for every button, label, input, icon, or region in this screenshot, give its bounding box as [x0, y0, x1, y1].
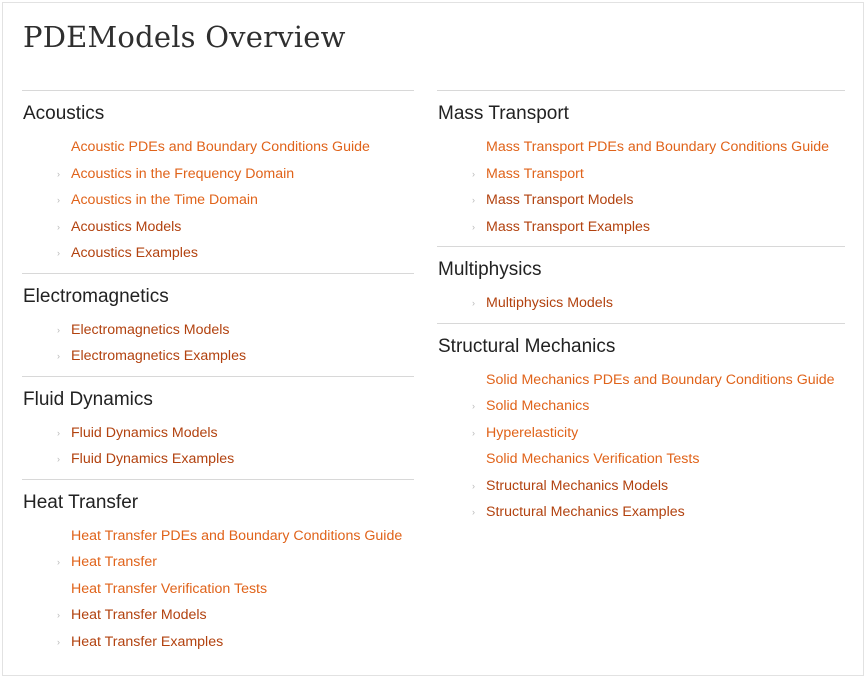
section-fluid-dynamics — [22, 376, 414, 479]
chevron-right-icon: › — [57, 610, 60, 620]
chevron-right-icon: › — [472, 221, 475, 232]
link-structural-mechanics-examples[interactable]: Structural Mechanics Examples — [486, 504, 685, 520]
section-title: Electromagnetics — [23, 285, 169, 307]
section-electromagnetics — [22, 273, 414, 376]
link-mass-transport-models[interactable]: Mass Transport Models — [486, 192, 634, 208]
chevron-right-icon: › — [57, 195, 60, 205]
list-item — [57, 317, 414, 344]
link-list — [22, 317, 414, 370]
left-column — [22, 90, 414, 661]
chevron-right-icon: › — [57, 248, 60, 258]
list-item — [71, 576, 414, 603]
list-item — [472, 161, 845, 188]
section-multiphysics — [437, 246, 845, 323]
list-item — [71, 523, 414, 550]
link-heat-transfer[interactable]: Heat Transfer — [71, 554, 157, 570]
list-item — [472, 393, 845, 420]
link-solid-mechanics[interactable]: Solid Mechanics — [486, 398, 590, 414]
link-acoustics-models[interactable]: Acoustics Models — [71, 218, 182, 235]
link-list — [437, 290, 845, 317]
section-title: Mass Transport — [438, 103, 569, 124]
list-item — [57, 161, 414, 188]
list-item — [57, 343, 414, 370]
list-item — [71, 134, 414, 161]
link-acoustics-examples[interactable]: Acoustics Examples — [71, 245, 198, 261]
link-structural-mechanics-models[interactable]: Structural Mechanics Models — [486, 477, 669, 494]
link-mass-transport-pdes-and-boundary-conditions-guide[interactable]: Mass Transport PDEs and Boundary Conditions Guide — [486, 139, 830, 155]
list-item — [57, 214, 414, 241]
list-item — [57, 420, 414, 447]
chevron-right-icon: › — [57, 351, 60, 361]
chevron-right-icon: › — [57, 454, 60, 464]
link-list — [437, 134, 845, 240]
section-title: Structural Mechanics — [438, 335, 616, 357]
link-solid-mechanics-pdes-and-boundary-conditions-guide[interactable]: Solid Mechanics PDEs and Boundary Conditions Guide — [486, 371, 835, 388]
link-list — [22, 523, 414, 656]
list-item — [57, 629, 414, 656]
section-structural-mechanics — [437, 323, 845, 532]
list-item — [57, 446, 414, 473]
link-list — [22, 420, 414, 473]
link-acoustics-in-the-time-domain[interactable]: Acoustics in the Time Domain — [71, 192, 258, 208]
list-item — [57, 187, 414, 214]
link-heat-transfer-examples[interactable]: Heat Transfer Examples — [71, 633, 224, 650]
list-item — [472, 214, 845, 241]
list-item — [472, 290, 845, 317]
chevron-right-icon: › — [472, 507, 475, 517]
list-item — [486, 446, 845, 473]
link-electromagnetics-models[interactable]: Electromagnetics Models — [71, 321, 230, 338]
link-multiphysics-models[interactable]: Multiphysics Models — [486, 295, 613, 311]
chevron-right-icon: › — [57, 427, 60, 438]
section-heat-transfer — [22, 479, 414, 662]
chevron-right-icon: › — [472, 195, 475, 205]
link-heat-transfer-verification-tests[interactable]: Heat Transfer Verification Tests — [71, 580, 268, 597]
link-fluid-dynamics-models[interactable]: Fluid Dynamics Models — [71, 424, 218, 441]
section-title: Acoustics — [23, 103, 105, 124]
list-item — [472, 499, 845, 526]
section-title: Heat Transfer — [23, 491, 139, 513]
link-acoustics-in-the-frequency-domain[interactable]: Acoustics in the Frequency Domain — [71, 165, 295, 182]
chevron-right-icon: › — [57, 324, 60, 335]
section-acoustics — [22, 90, 414, 273]
section-title: Multiphysics — [438, 259, 542, 280]
section-mass-transport — [437, 90, 845, 246]
page-title: PDEModels Overview — [23, 20, 346, 54]
right-column — [437, 90, 845, 532]
link-list — [22, 134, 414, 267]
link-heat-transfer-pdes-and-boundary-conditions-guide[interactable]: Heat Transfer PDEs and Boundary Conditions Guide — [71, 527, 403, 544]
link-acoustic-pdes-and-boundary-conditions-guide[interactable]: Acoustic PDEs and Boundary Conditions Guide — [71, 139, 370, 155]
chevron-right-icon: › — [472, 427, 475, 438]
chevron-right-icon: › — [472, 298, 475, 308]
link-hyperelasticity[interactable]: Hyperelasticity — [486, 424, 579, 441]
link-mass-transport[interactable]: Mass Transport — [486, 165, 584, 182]
list-item — [57, 549, 414, 576]
link-solid-mechanics-verification-tests[interactable]: Solid Mechanics Verification Tests — [486, 451, 700, 467]
chevron-right-icon: › — [57, 636, 60, 647]
list-item — [486, 134, 845, 161]
chevron-right-icon: › — [472, 401, 475, 411]
chevron-right-icon: › — [57, 557, 60, 567]
list-item — [472, 420, 845, 447]
chevron-right-icon: › — [472, 480, 475, 491]
chevron-right-icon: › — [472, 168, 475, 179]
link-electromagnetics-examples[interactable]: Electromagnetics Examples — [71, 348, 247, 364]
link-list — [437, 367, 845, 526]
section-title: Fluid Dynamics — [23, 388, 153, 410]
list-item — [57, 240, 414, 267]
list-item — [486, 367, 845, 394]
list-item — [472, 187, 845, 214]
list-item — [57, 602, 414, 629]
chevron-right-icon: › — [57, 221, 60, 232]
link-heat-transfer-models[interactable]: Heat Transfer Models — [71, 607, 207, 623]
link-mass-transport-examples[interactable]: Mass Transport Examples — [486, 218, 651, 235]
link-fluid-dynamics-examples[interactable]: Fluid Dynamics Examples — [71, 451, 235, 467]
chevron-right-icon: › — [57, 168, 60, 179]
list-item — [472, 473, 845, 500]
